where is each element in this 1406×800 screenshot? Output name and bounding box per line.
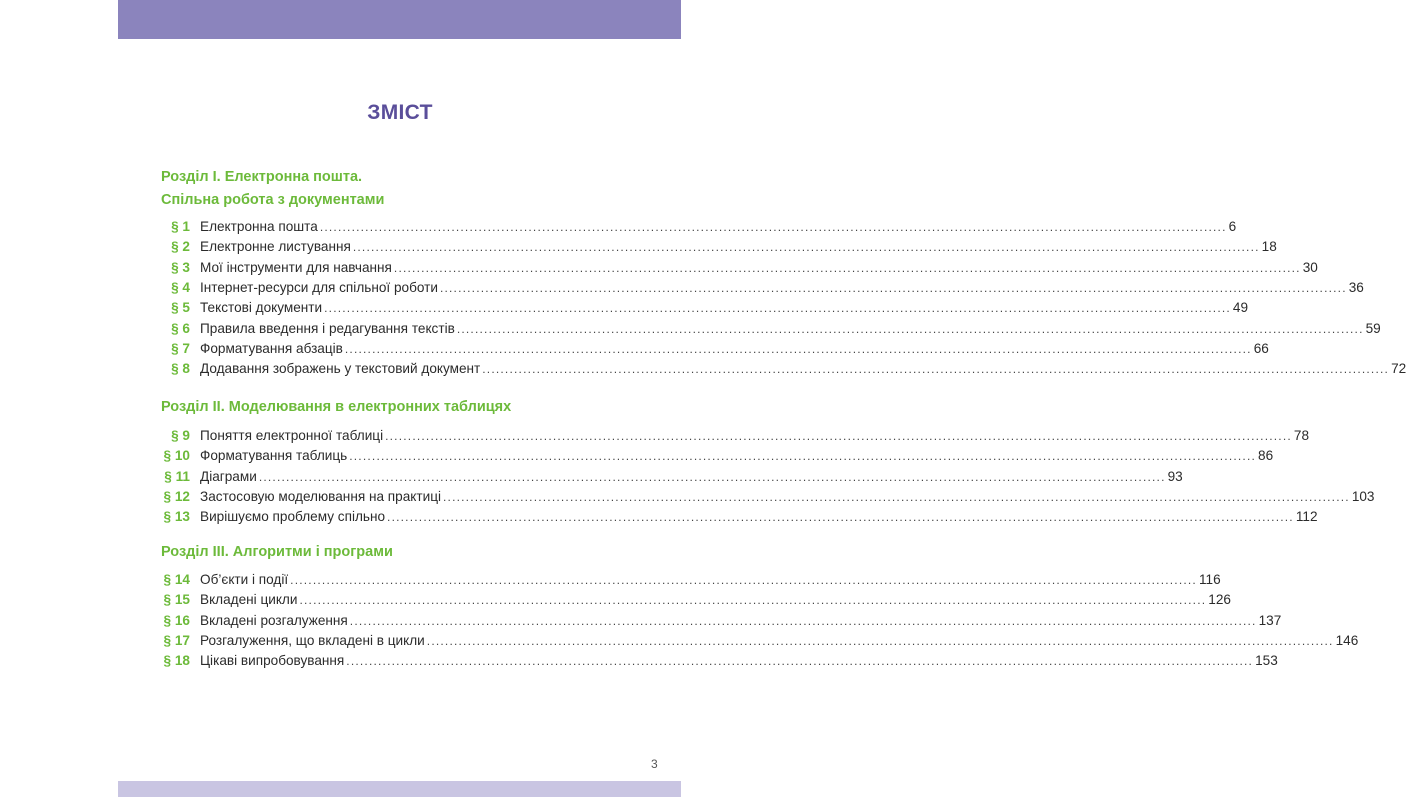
toc-entry[interactable] [150,237,1277,257]
toc-entry-number: § 12 [163,488,190,504]
toc-entry-number: § 7 [171,340,190,356]
toc-entry-title: Цікаві випробовування [200,653,345,669]
toc-entry-title: Форматування абзаців [200,340,343,356]
toc-entry-title: Інтернет-ресурси для спільної роботи [200,279,438,295]
toc-entry[interactable] [150,217,1237,237]
toc-entry[interactable] [150,651,1278,671]
toc-entry-page: 112 [1295,509,1318,525]
toc-entry[interactable] [150,278,1364,298]
toc-entry-number: § 3 [171,259,190,275]
toc-dot-leader: ........................................................................................................................................................................................................ [352,240,1260,255]
toc-entry[interactable] [150,611,1282,631]
toc-entry-line [200,570,1221,590]
toc-entry-line [200,217,1237,237]
toc-entry[interactable] [150,426,1310,446]
toc-entry-line [200,631,1359,651]
toc-entry-title: Застосовую моделювання на практиці [200,488,442,504]
toc-entry-number: § 9 [171,428,190,443]
toc-entry-title: Форматування таблиць [200,448,348,464]
toc-entry-number: § 14 [163,572,190,587]
toc-entry[interactable] [150,446,1274,466]
toc-entry-line [200,359,1406,379]
toc-dot-leader: ........................................................................................................................................................................................................ [319,220,1227,234]
toc-entry-line [200,298,1249,318]
toc-entry-line [200,426,1310,446]
toc-entry-number: § 8 [171,361,190,377]
toc-dot-leader: ........................................................................................................................................................................................................ [290,573,1197,587]
toc-entry-page: 153 [1255,653,1278,669]
toc-entry-title: Електронна пошта [200,219,318,234]
toc-entry-line [200,611,1282,631]
toc-entry-number: § 15 [163,592,190,608]
toc-entry-number: § 10 [163,448,190,464]
toc-entry-page: 18 [1261,239,1277,255]
toc-entry-title: Поняття електронної таблиці [200,428,384,443]
toc-entry-line [200,278,1364,298]
toc-entry-page: 137 [1258,612,1282,628]
toc-entry-title: Діаграми [200,468,257,484]
toc-entry-line [200,258,1318,278]
toc-dot-leader: ........................................................................................................................................................................................................ [482,362,1390,377]
toc-dot-leader: ........................................................................................................................................................................................................ [324,301,1231,316]
toc-entry[interactable] [150,507,1318,527]
toc-entry-title: Електронне листування [200,239,351,255]
toc-dot-leader: ........................................................................................................................................................................................................ [349,449,1257,464]
toc-entry-page: 103 [1351,488,1375,504]
toc-entry-title: Вкладені цикли [200,592,298,608]
toc-entry-line [200,237,1277,257]
toc-entry[interactable] [150,359,1406,379]
toc-entry-title: Додавання зображень у текстовий документ [200,361,481,377]
toc-entry-page: 78 [1293,428,1310,443]
toc-dot-leader: ........................................................................................................................................................................................................ [299,593,1207,608]
toc-entry-title: Мої інструменти для навчання [200,259,392,275]
toc-entry-line [200,487,1375,507]
toc-entry[interactable] [150,570,1221,590]
page-number: 3 [651,757,658,771]
toc-entry-line [200,467,1183,487]
toc-entry-line [200,507,1318,527]
toc-entry[interactable] [150,339,1269,359]
toc-entry-page: 116 [1198,572,1221,587]
top-header-band [118,0,681,39]
toc-entry-title: Текстові документи [200,300,323,316]
section-title-line: Спільна робота з документами [161,192,385,208]
toc-dot-leader: ........................................................................................................................................................................................................ [387,510,1294,525]
toc-entry[interactable] [150,487,1375,507]
toc-entry-title: Розгалуження, що вкладені в цикли [200,632,425,648]
toc-entry-page: 59 [1365,320,1381,336]
toc-dot-leader: ........................................................................................................................................................................................................ [393,260,1301,275]
toc-entry-number: § 1 [171,219,190,234]
toc-entry[interactable] [150,258,1318,278]
toc-entry[interactable] [150,319,1381,339]
toc-entry-line [200,339,1269,359]
toc-entry-number: § 2 [171,239,190,255]
toc-entry-line [200,446,1274,466]
toc-entry-number: § 4 [171,279,190,295]
toc-entry-number: § 18 [163,653,190,669]
section-title-line: Розділ ІІІ. Алгоритми і програми [161,544,393,560]
toc-entry[interactable] [150,590,1231,610]
toc-entry-title: Об’єкти і події [200,572,289,587]
toc-entry-line [200,590,1231,610]
toc-entry[interactable] [150,467,1183,487]
toc-entry-page: 66 [1253,340,1269,356]
section-title-line: Розділ І. Електронна пошта. [161,169,363,185]
toc-entry-title: Вирішуємо проблему спільно [200,509,386,525]
toc-entry-line [200,319,1381,339]
toc-entry-page: 93 [1167,468,1183,484]
page-title: ЗМІСТ [367,101,433,124]
toc-entry-page: 49 [1232,300,1249,316]
toc-entry[interactable] [150,631,1359,651]
toc-entry-number: § 5 [171,300,190,316]
toc-entry-page: 86 [1258,448,1274,464]
toc-dot-leader: ........................................................................................................................................................................................................ [346,654,1254,669]
toc-entry-title: Вкладені розгалуження [200,612,348,628]
bottom-footer-band [118,781,681,797]
toc-entry-number: § 17 [163,632,190,648]
toc-entry-line [200,651,1278,671]
section-title-line: Розділ ІІ. Моделювання в електронних таблицях [161,399,512,415]
toc-entry-page: 6 [1228,219,1237,234]
toc-dot-leader: ........................................................................................................................................................................................................ [349,613,1257,628]
toc-entry-page: 36 [1348,279,1364,295]
toc-dot-leader: ........................................................................................................................................................................................................ [456,321,1364,336]
toc-entry-number: § 16 [163,612,190,628]
toc-dot-leader: ........................................................................................................................................................................................................ [426,633,1334,648]
toc-dot-leader: ........................................................................................................................................................................................................ [258,469,1166,484]
toc-dot-leader: ........................................................................................................................................................................................................ [443,489,1350,504]
toc-dot-leader: ........................................................................................................................................................................................................ [439,280,1347,295]
toc-entry-title: Правила введення і редагування текстів [200,320,455,336]
toc-dot-leader: ........................................................................................................................................................................................................ [385,429,1292,443]
toc-entry-number: § 6 [171,320,190,336]
toc-entry-number: § 11 [164,468,190,484]
toc-entry[interactable] [150,298,1249,318]
toc-entry-page: 72 [1391,361,1406,377]
toc-entry-page: 146 [1335,632,1359,648]
toc-entry-page: 126 [1208,592,1231,608]
toc-dot-leader: ........................................................................................................................................................................................................ [344,341,1252,356]
toc-entry-number: § 13 [163,509,190,525]
toc-entry-page: 30 [1302,259,1318,275]
